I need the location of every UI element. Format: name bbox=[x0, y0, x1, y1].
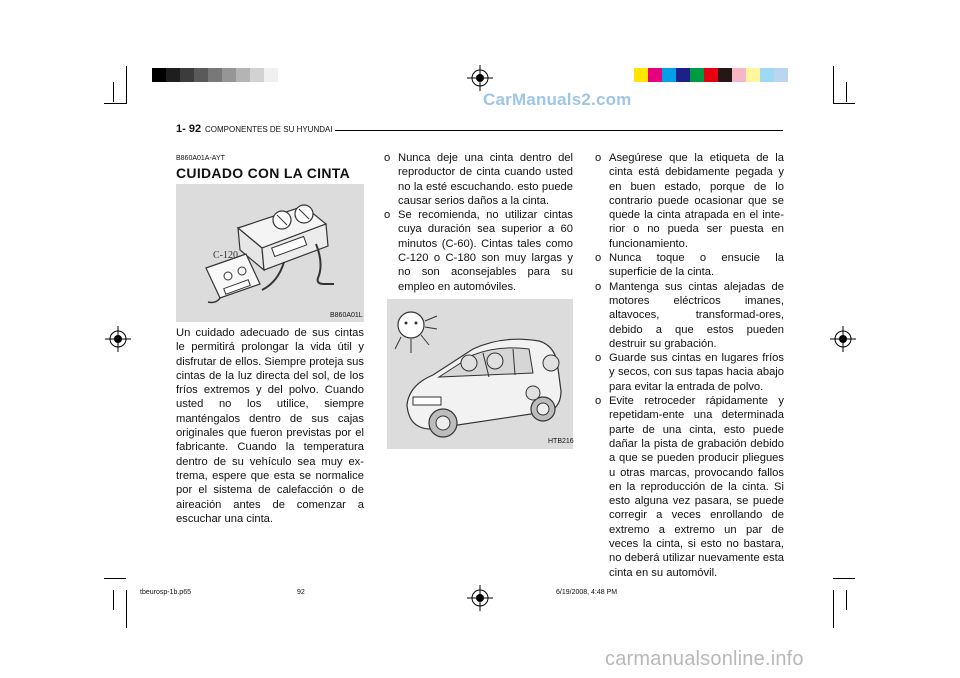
footer-page: 92 bbox=[297, 589, 305, 596]
intro-paragraph: Un cuidado adecuado de sus cintas le permitirá prolongar la vida útil y disfrutar de ellos. Siempre proteja sus cintas de la luz directa del sol, de los fríos extremos y del polvo. Cuando usted no los utilice, siempre manténgalos dentro de sus cajas originales que fueron previstas por el fabricante. Cuando la temperatura dentro de su vehículo sea muy ex-trema, espere que esta se normalice por el sistema de calefacción o de aireación antes de comenzar a escuchar una cinta. bbox=[176, 327, 364, 525]
list-item: o Evite retroceder rápidamente y repetidam-ente una determinada parte de una cinta, esto puede dañar la pista de grabación debido a que se pueden producir pliegues u otras marcas, provocando fallos en la reproducción de la cinta. Si esto alguna vez pasara, se puede corregir a veces enrollando de extremo a extremo un par de veces la cinta, si esto no bastara, no deberá utilizar nuevamente esta cinta en su automóvil. bbox=[595, 394, 784, 580]
section-heading: CUIDADO CON LA CINTA bbox=[176, 165, 350, 181]
watermark-top[interactable]: CarManuals2.com bbox=[483, 90, 632, 109]
gray-swatch bbox=[236, 68, 250, 82]
list-item: o Asegúrese que la etiqueta de la cinta está debidamente pegada y en buen estado, porque de lo contrario puede ocasionar que se quede la cinta atrapada en el inte-rior o no pueda ser puesta en funcionamiento. bbox=[595, 151, 784, 251]
section-code: B860A01A-AYT bbox=[176, 155, 225, 162]
color-swatch bbox=[676, 68, 690, 82]
color-swatch bbox=[732, 68, 746, 82]
color-swatch bbox=[760, 68, 774, 82]
grayscale-calibration-bar bbox=[152, 68, 278, 82]
color-swatch bbox=[774, 68, 788, 82]
registration-mark-icon bbox=[105, 326, 131, 352]
cassette-tape-icon bbox=[206, 254, 260, 303]
gray-swatch bbox=[152, 68, 166, 82]
image-code: HTB216 bbox=[548, 438, 574, 445]
gray-swatch bbox=[222, 68, 236, 82]
page-number: 1- 92 bbox=[176, 123, 202, 135]
registration-mark-icon bbox=[467, 65, 493, 91]
footer-date: 6/19/2008, 4:48 PM bbox=[556, 589, 618, 596]
color-swatch bbox=[648, 68, 662, 82]
section-title: COMPONENTES DE SU HYUNDAI bbox=[205, 125, 333, 134]
footer-filename: tbeurosp-1b.p65 bbox=[140, 589, 191, 596]
gray-swatch bbox=[264, 68, 278, 82]
gray-swatch bbox=[180, 68, 194, 82]
list-item: o Guarde sus cintas en lugares fríos y secos, con sus tapas hacia abajo para evitar la entrada de polvo. bbox=[595, 351, 784, 394]
cassette-illustration bbox=[176, 184, 364, 322]
image-code: B860A01L bbox=[330, 312, 363, 319]
gray-swatch bbox=[194, 68, 208, 82]
color-swatch bbox=[662, 68, 676, 82]
cassette-label: C-120 bbox=[213, 250, 238, 261]
gray-swatch bbox=[250, 68, 264, 82]
car-icon bbox=[407, 339, 561, 437]
gray-swatch bbox=[166, 68, 180, 82]
registration-mark-icon bbox=[830, 326, 856, 352]
color-swatch bbox=[746, 68, 760, 82]
list-item: o Nunca toque o ensucie la superficie de la cinta. bbox=[595, 251, 784, 280]
sun-icon bbox=[395, 312, 437, 353]
color-swatch bbox=[718, 68, 732, 82]
list-item: o Se recomienda, no utilizar cintas cuya duración sea superior a 60 minutos (C-60). Cintas tales como C-120 o C-180 son muy largas y no son aconsejables para su empleo en automóviles. bbox=[384, 208, 573, 294]
color-calibration-bar bbox=[634, 68, 788, 82]
middle-bullet-list bbox=[384, 151, 573, 294]
list-item: o Mantenga sus cintas alejadas de motores eléctricos imanes, altavoces, transformad-ores, debido a que estos pueden destruir su grabación. bbox=[595, 280, 784, 351]
color-swatch bbox=[690, 68, 704, 82]
color-swatch bbox=[634, 68, 648, 82]
registration-mark-icon bbox=[467, 585, 493, 611]
color-swatch bbox=[704, 68, 718, 82]
car-illustration bbox=[387, 299, 573, 449]
gray-swatch bbox=[208, 68, 222, 82]
right-bullet-list bbox=[595, 151, 784, 580]
list-item: o Nunca deje una cinta dentro del reproductor de cinta cuando usted no la esté escuchando. esto puede causar serios daños a la cinta. bbox=[384, 151, 573, 208]
header-rule bbox=[335, 130, 783, 131]
watermark-bottom[interactable]: carmanualsonline.info bbox=[605, 648, 804, 670]
